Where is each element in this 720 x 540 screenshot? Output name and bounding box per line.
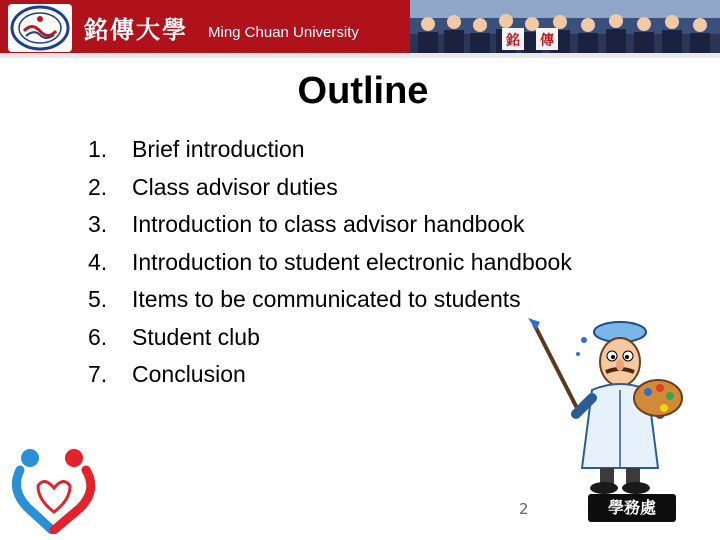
outline-item bbox=[88, 171, 572, 209]
department-badge: 學務處 bbox=[588, 494, 676, 522]
outline-item-number: 3. bbox=[88, 211, 108, 237]
outline-item bbox=[88, 358, 572, 396]
outline-item-number: 4. bbox=[88, 248, 108, 275]
outline-item-number: 1. bbox=[88, 136, 108, 162]
banner-stripe bbox=[0, 53, 720, 58]
corner-logo bbox=[8, 446, 100, 539]
svg-text:傳: 傳 bbox=[540, 33, 554, 49]
outline-item bbox=[88, 246, 572, 284]
outline-item bbox=[88, 208, 572, 246]
outline-item-text: Brief introduction bbox=[132, 136, 305, 162]
university-logo bbox=[8, 4, 72, 52]
university-seal-icon bbox=[8, 4, 72, 52]
outline-item-number: 7. bbox=[88, 361, 108, 387]
outline-item-number: 5. bbox=[88, 286, 108, 312]
outline-item-number: 2. bbox=[88, 173, 108, 200]
slide-title: Outline bbox=[297, 70, 429, 112]
outline-item bbox=[88, 321, 572, 359]
outline-list bbox=[88, 133, 572, 396]
university-english-name: Ming Chuan University bbox=[208, 24, 359, 41]
header-banner bbox=[0, 0, 720, 58]
page-number: 2 bbox=[519, 500, 529, 518]
student-group-photo bbox=[410, 0, 720, 53]
outline-item-text: Student club bbox=[132, 323, 260, 350]
painter-illustration bbox=[520, 318, 690, 501]
outline-item-text: Items to be communicated to students bbox=[132, 286, 521, 312]
svg-text:銘: 銘 bbox=[506, 33, 520, 49]
heart-hands-icon bbox=[8, 446, 100, 534]
outline-item-number: 6. bbox=[88, 323, 108, 350]
outline-item bbox=[88, 283, 572, 321]
outline-item-text: Class advisor duties bbox=[132, 173, 338, 200]
outline-item-text: Introduction to student electronic handbook bbox=[132, 248, 572, 275]
outline-item-text: Conclusion bbox=[132, 361, 246, 387]
painter-icon bbox=[520, 318, 690, 496]
university-chinese-name: 銘傳大學 bbox=[84, 16, 188, 44]
outline-item bbox=[88, 133, 572, 171]
outline-item-text: Introduction to class advisor handbook bbox=[132, 211, 525, 237]
